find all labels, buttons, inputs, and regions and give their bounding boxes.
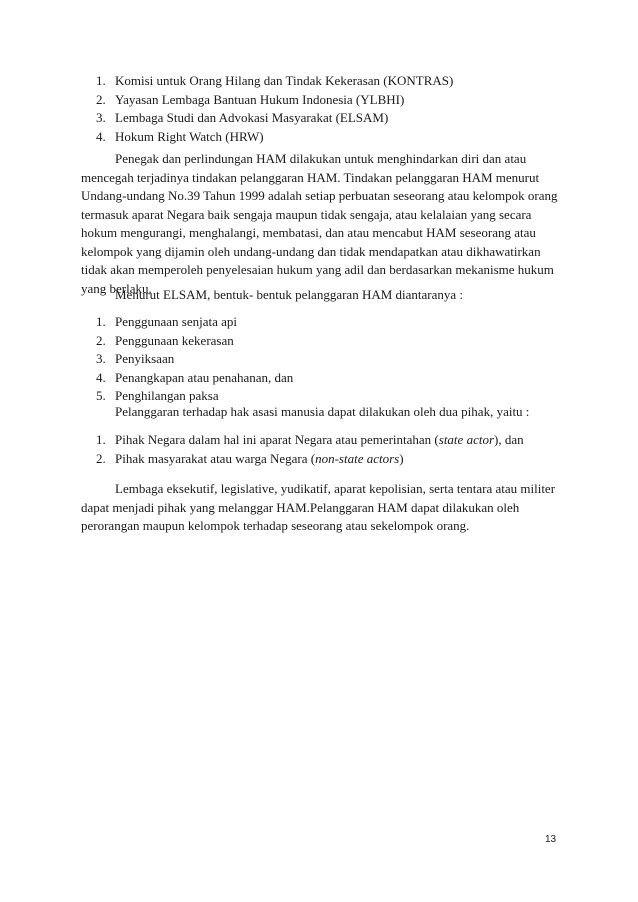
paragraph-elsam-intro: Menurut ELSAM, bentuk- bentuk pelanggaran HAM diantaranya : [115,287,464,302]
organization-list [81,72,563,146]
page-number: 13 [545,834,557,845]
list-item: 3. Lembaga Studi dan Advokasi Masyarakat (ELSAM) [96,110,389,125]
list-item: 2. Yayasan Lembaga Bantuan Hukum Indonesia (YLBHI) [96,91,405,107]
list-item: 2. Pihak masyarakat atau warga Negara (non-state actors) [96,450,404,466]
paragraph-institutions: Lembaga eksekutif, legislative, yudikatif, aparat kepolisian, serta tentara atau militer dapat menjadi pihak yang melanggar HAM.Pelanggaran HAM dapat dilakukan oleh perorangan maupun kelompok terhadap seseorang atau sekelompok orang. [81,481,556,533]
list-item: 5. Penghilangan paksa [96,388,219,403]
list-item: 1. Komisi untuk Orang Hilang dan Tindak Kekerasan (KONTRAS) [96,73,454,88]
list-item: 1. Pihak Negara dalam hal ini aparat Negara atau pemerintahan (state actor), dan [96,432,524,447]
violation-forms-list [81,313,563,406]
paragraph-two-parties: Pelanggaran terhadap hak asasi manusia dapat dilakukan oleh dua pihak, yaitu : [115,404,530,419]
list-item: 3. Penyiksaan [96,351,175,366]
list-item: 4. Penangkapan atau penahanan, dan [96,369,294,385]
parties-list [81,431,563,468]
list-item: 4. Hokum Right Watch (HRW) [96,128,264,144]
list-item: 1. Penggunaan senjata api [96,314,238,329]
list-item: 2. Penggunaan kekerasan [96,332,234,348]
paragraph-penegakan: Penegak dan perlindungan HAM dilakukan untuk menghindarkan diri dan atau mencegah terjadinya tindakan pelanggaran HAM. Tindakan pelanggaran HAM menurut Undang-undang No.39 Tahun 1999 adalah setiap perbuatan seseorang atau kelompok orang termasuk aparat Negara baik sengaja maupun tidak sengaja, atau kelalaian yang secara hokum mengurangi, menghalangi, membatasi, dan atau mencabut HAM seseorang atau kelompok yang dijamin oleh undang-undang dan tidak mendapatkan atau dikhawatirkan tidak akan memperoleh penyelesaian hukum yang adil dan berdasarkan mekanisme hukum yang berlaku. [81,151,558,296]
